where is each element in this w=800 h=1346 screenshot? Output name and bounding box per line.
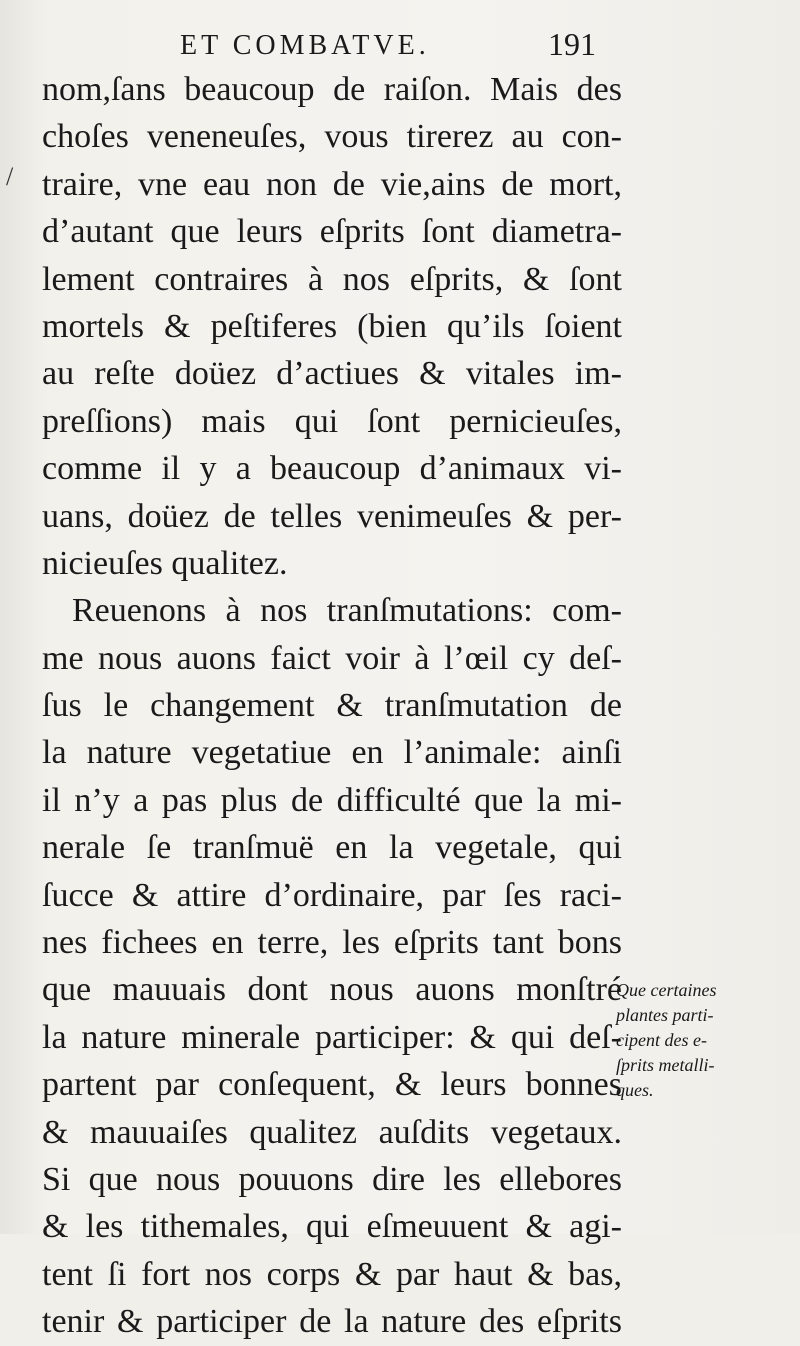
text-line: tent ſi fort nos corps & par haut & bas,: [42, 1255, 622, 1293]
text-line: nicieuſes qualitez.: [42, 544, 288, 582]
text-line: choſes veneneuſes, vous tirerez au con-: [42, 118, 622, 156]
text-line: ſucce & attire d’ordinaire, par ſes raci-: [42, 876, 622, 914]
text-line: nerale ſe tranſmuë en la vegetale, qui: [42, 829, 622, 867]
text-line: mortels & peſtiferes (bien qu’ils ſoient: [42, 307, 622, 345]
body-text: [42, 66, 622, 1346]
text-line: la nature minerale participer: & qui deſ-: [42, 1018, 622, 1056]
text-line: & les tithemales, qui eſmeuuent & agi-: [42, 1208, 622, 1246]
paragraph-start-line: Reuenons à nos tranſmutations: com-: [72, 592, 622, 630]
text-line: il n’y a pas plus de difficulté que la mi-: [42, 781, 622, 819]
text-line: & mauuaiſes qualitez auſdits vegetaux.: [42, 1113, 622, 1151]
running-title: ET COMBATVE.: [180, 30, 430, 61]
text-line: uans, doüez de telles venimeuſes & per-: [42, 497, 622, 535]
text-line: la nature vegetatiue en l’animale: ainſi: [42, 734, 622, 772]
text-line: lement contraires à nos eſprits, & ſont: [42, 260, 622, 298]
text-line: Si que nous pouuons dire les ellebores: [42, 1160, 622, 1198]
margin-note-line: Que certaines: [616, 980, 717, 1000]
text-line: partent par conſequent, & leurs bonnes: [42, 1066, 622, 1104]
margin-note-line: ſprits metalli-: [616, 1055, 715, 1075]
margin-note-line: ques.: [616, 1080, 654, 1100]
text-line: preſſions) mais qui ſont pernicieuſes,: [42, 402, 622, 440]
page-number: 191: [548, 26, 596, 62]
text-line: d’autant que leurs eſprits ſont diametra-: [42, 213, 622, 251]
text-line: traire, vne eau non de vie,ains de mort,: [42, 165, 622, 203]
text-line: me nous auons faict voir à l’œil cy deſ-: [42, 639, 622, 677]
margin-note-line: cipent des e-: [616, 1030, 707, 1050]
text-line: ſus le changement & tranſmutation de: [42, 687, 622, 725]
text-line: comme il y a beaucoup d’animaux vi-: [42, 450, 622, 488]
margin-note-line: plantes parti-: [616, 1005, 714, 1025]
text-line: au reſte doüez d’actiues & vitales im-: [42, 355, 622, 393]
text-line: nom,ſans beaucoup de raiſon. Mais des: [42, 71, 622, 108]
margin-mark: /: [6, 162, 14, 191]
text-line: tenir & participer de la nature des eſprits: [42, 1303, 622, 1341]
text-line: nes fichees en terre, les eſprits tant bons: [42, 924, 622, 962]
margin-note: [616, 978, 786, 1103]
text-line: que mauuais dont nous auons monſtré: [42, 971, 622, 1009]
